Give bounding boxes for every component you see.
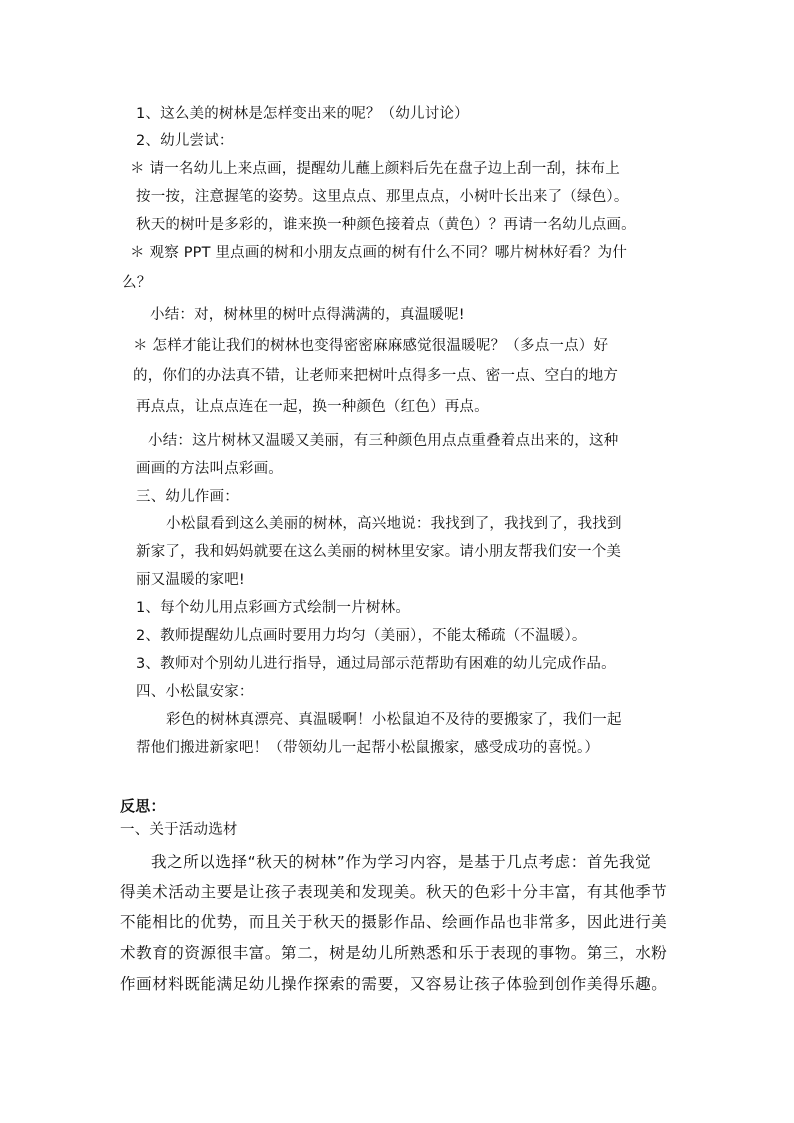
text-line: 3、教师对个别幼儿进行指导，通过局部示范帮助有困难的幼儿完成作品。 bbox=[136, 656, 616, 672]
text-line: 新家了，我和妈妈就要在这么美丽的树林里安家。请小朋友帮我们安一个美 bbox=[136, 544, 622, 560]
text-line: 2、幼儿尝试： bbox=[136, 133, 234, 149]
text-line: 不能相比的优势，而且关于秋天的摄影作品、绘画作品也非常多，因此进行美 bbox=[120, 913, 668, 931]
text-line: 我之所以选择“秋天的树林”作为学习内容，是基于几点考虑：首先我觉 bbox=[151, 853, 652, 871]
text-line: 丽又温暖的家吧! bbox=[136, 572, 245, 588]
text-line: 按一按，注意握笔的姿势。这里点点、那里点点，小树叶长出来了（绿色）。 bbox=[136, 189, 629, 205]
text-line: 的，你们的办法真不错，让老师来把树叶点得多一点、密一点、空白的地方 bbox=[133, 368, 619, 384]
section-heading: 一、关于活动选材 bbox=[120, 822, 238, 838]
text-line: 画画的方法叫点彩画。 bbox=[136, 461, 283, 477]
text-line: 1、每个幼儿用点彩画方式绘制一片树林。 bbox=[136, 600, 411, 616]
summary-line: 小结：这片树林又温暖又美丽，有三种颜色用点点重叠着点出来的，这种 bbox=[148, 433, 619, 449]
text-line: 1、这么美的树林是怎样变出来的呢？（幼儿讨论） bbox=[136, 106, 469, 122]
text-line: 小松鼠看到这么美丽的树林，高兴地说：我找到了，我找到了，我找到 bbox=[166, 516, 622, 532]
text-line: 帮他们搬进新家吧！（带领幼儿一起帮小松鼠搬家，感受成功的喜悦。） bbox=[136, 740, 600, 756]
text-line: 得美术活动主要是让孩子表现美和发现美。秋天的色彩十分丰富，有其他季节 bbox=[120, 883, 668, 901]
text-line: 秋天的树叶是多彩的，谁来换一种颜色接着点（黄色）？再请一名幼儿点画。 bbox=[136, 217, 636, 233]
text-line: ＊ 观察 PPT 里点画的树和小朋友点画的树有什么不同？哪片树林好看？为什 bbox=[130, 245, 628, 261]
section-heading: 三、幼儿作画： bbox=[136, 489, 239, 505]
summary-line: 小结：对，树林里的树叶点得满满的，真温暖呢! bbox=[150, 307, 465, 323]
text-line: 么？ bbox=[122, 275, 152, 291]
text-line: ＊ 请一名幼儿上来点画，提醒幼儿蘸上颜料后先在盘子边上刮一刮，抹布上 bbox=[130, 161, 620, 177]
section-heading: 四、小松鼠安家： bbox=[136, 684, 254, 700]
text-line: 作画材料既能满足幼儿操作探索的需要，又容易让孩子体验到创作美得乐趣。 bbox=[120, 975, 668, 993]
text-line: 彩色的树林真漂亮、真温暖啊！小松鼠迫不及待的要搬家了，我们一起 bbox=[166, 712, 622, 728]
text-line: 2、教师提醒幼儿点画时要用力均匀（美丽），不能太稀疏（不温暖）。 bbox=[136, 628, 587, 644]
text-line: 再点点，让点点连在一起，换一种颜色（红色）再点。 bbox=[136, 399, 489, 415]
text-line: ＊ 怎样才能让我们的树林也变得密密麻麻感觉很温暖呢？（多点一点）好 bbox=[133, 338, 609, 354]
text-line: 术教育的资源很丰富。第二，树是幼儿所熟悉和乐于表现的事物。第三，水粉 bbox=[120, 944, 668, 962]
reflection-heading: 反思： bbox=[120, 797, 166, 815]
